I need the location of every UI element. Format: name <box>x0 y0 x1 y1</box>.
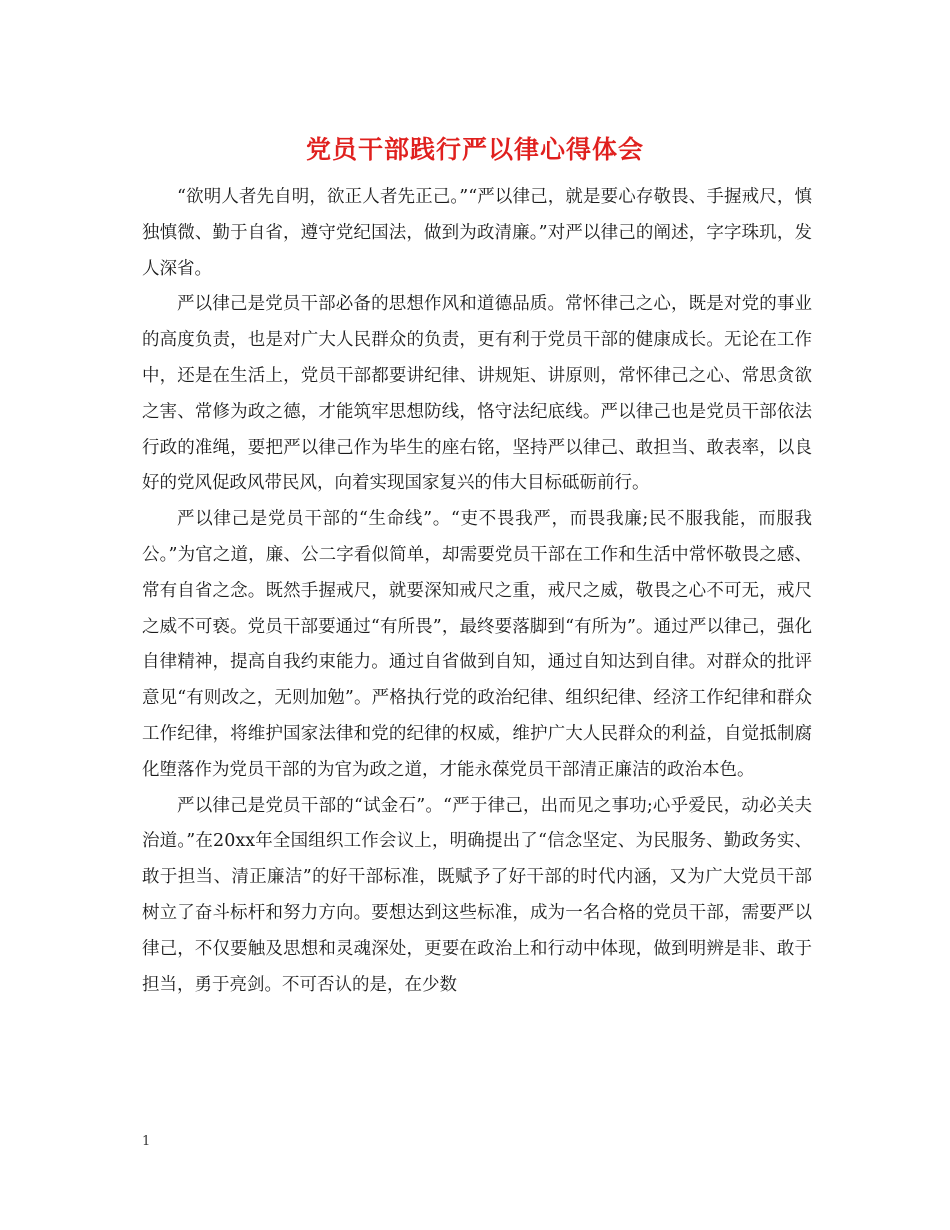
paragraph-1: “欲明人者先自明，欲正人者先正己。”“严以律己，就是要心存敬畏、手握戒尺，慎独慎微、勤于自省，遵守党纪国法，做到为政清廉。”对严以律己的阐述，字字珠玑，发人深省。 <box>142 187 812 279</box>
document-body <box>142 180 812 1003</box>
paragraph-4: 严以律己是党员干部的“试金石”。“严于律己，出而见之事功;心乎爱民，动必关夫治道。”在20xx年全国组织工作会议上，明确提出了“信念坚定、为民服务、勤政务实、敢于担当、清正廉洁”的好干部标准，既赋予了好干部的时代内涵，又为广大党员干部树立了奋斗标杆和努力方向。要想达到这些标准，成为一名合格的党员干部，需要严以律己，不仅要触及思想和灵魂深处，更要在政治上和行动中体现，做到明辨是非、敢于担当，勇于亮剑。不可否认的是，在少数 <box>142 795 812 995</box>
paragraph-3: 严以律己是党员干部的“生命线”。“吏不畏我严，而畏我廉;民不服我能，而服我公。”为官之道，廉、公二字看似简单，却需要党员干部在工作和生活中常怀敬畏之感、常有自省之念。既然手握戒尺，就要深知戒尺之重，戒尺之威，敬畏之心不可无，戒尺之威不可亵。党员干部要通过“有所畏”，最终要落脚到“有所为”。通过严以律己，强化自律精神，提高自我约束能力。通过自省做到自知，通过自知达到自律。对群众的批评意见“有则改之，无则加勉”。严格执行党的政治纪律、组织纪律、经济工作纪律和群众工作纪律，将维护国家法律和党的纪律的权威，维护广大人民群众的利益，自觉抵制腐化堕落作为党员干部的为官为政之道，才能永葆党员干部清正廉洁的政治本色。 <box>142 509 812 780</box>
paragraph-2: 严以律己是党员干部必备的思想作风和道德品质。常怀律己之心，既是对党的事业的高度负责，也是对广大人民群众的负责，更有利于党员干部的健康成长。无论在工作中，还是在生活上，党员干部都要讲纪律、讲规矩、讲原则，常怀律己之心、常思贪欲之害、常修为政之德，才能筑牢思想防线，恪守法纪底线。严以律己也是党员干部依法行政的准绳，要把严以律己作为毕生的座右铭，坚持严以律己、敢担当、敢表率，以良好的党风促政风带民风，向着实现国家复兴的伟大目标砥砺前行。 <box>142 294 812 494</box>
page-number: 1 <box>142 1134 151 1149</box>
document-title: 党员干部践行严以律心得体会 <box>305 135 644 164</box>
